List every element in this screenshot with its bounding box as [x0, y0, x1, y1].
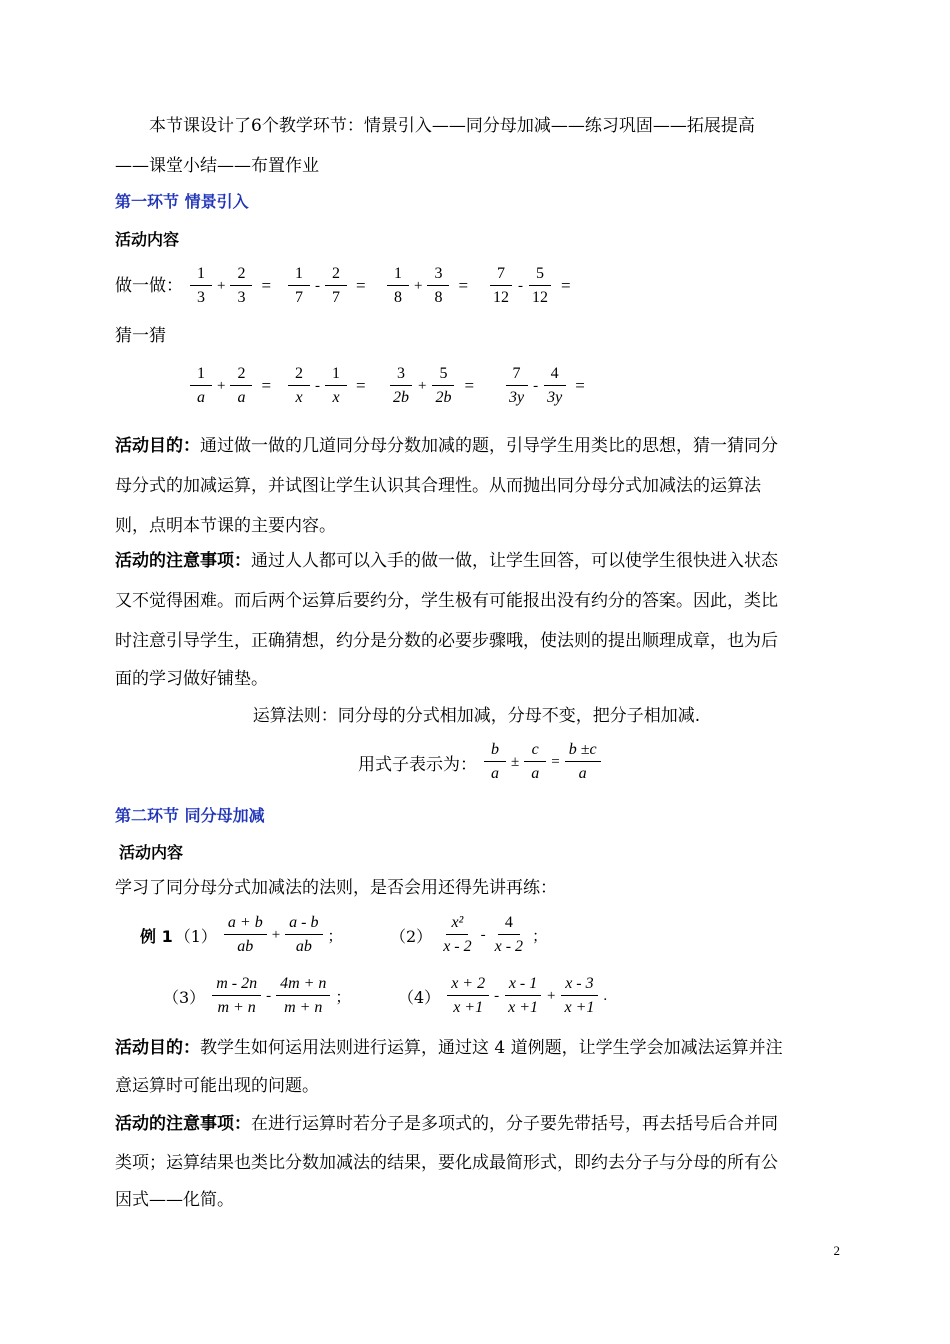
section-1-title: 第一环节 情景引入 [115, 192, 249, 211]
page-number: 2 [833, 1243, 840, 1258]
guess-expression-2: $\frac{2}{x}$ - $\frac{1}{x}$ = [285, 366, 366, 406]
do-expression-2: $\frac{1}{7}$ - $\frac{2}{7}$ = [285, 266, 366, 306]
s2-goal-label: 活动目的： [115, 1038, 200, 1058]
section-1-activity-label: 活动内容 [115, 230, 180, 249]
example-1-part-2: （2） $\frac{\text{x²}}{x - 2}$ - $\frac{4}{x - 2}$ ； [390, 914, 548, 955]
section-2-intro: 学习了同分母分式加减法的法则，是否会用还得先讲再练： [115, 878, 557, 898]
example-1-part-4: （4） $\frac{x + 2}{x +1}$ - $\frac{x - 1}{x +1}$ + $\frac{x - 3}{x +1}$ . [398, 975, 608, 1016]
formula-label: 用式子表示为： [358, 754, 477, 775]
s1-goal-line-1 [115, 426, 838, 466]
s1-note-text-1: 通过人人都可以入手的做一做，让学生回答，可以使学生很快进入状态 [251, 551, 778, 571]
s2-note-text-1: 在进行运算时若分子是多项式的，分子要先带括号，再去括号后合并同 [251, 1114, 778, 1134]
guess-expression-3: $\frac{3}{2b}$ + $\frac{5}{2b}$ = [386, 366, 474, 406]
guess-expression-1: $\frac{1}{a}$ + $\frac{2}{a}$ = [187, 366, 271, 406]
s2-note-line-1 [115, 1104, 838, 1144]
intro-line-1: 本节课设计了6个教学环节：情景引入——同分母加减——练习巩固——拓展提高 [149, 116, 755, 136]
do-expression-1: $\frac{1}{3}$ + $\frac{2}{3}$ = [187, 266, 271, 306]
do-expression-4: $\frac{7}{12}$ - $\frac{5}{12}$ = [486, 266, 571, 306]
intro-line-2: ——课堂小结——布置作业 [115, 156, 319, 176]
s1-goal-line-2: 母分式的加减运算，并试图让学生认识其合理性。从而抛出同分母分式加减法的运算法 [115, 476, 761, 496]
s1-goal-line-3: 则，点明本节课的主要内容。 [115, 516, 336, 536]
s1-note-line-1 [115, 541, 838, 581]
do-expression-3: $\frac{1}{8}$ + $\frac{3}{8}$ = [384, 266, 468, 306]
section-2-activity-label: 活动内容 [119, 843, 184, 862]
example-label: 例 1 [140, 926, 173, 946]
s2-goal-text-1: 教学生如何运用法则进行运算，通过这 4 道例题，让学生学会加减法运算并注 [200, 1038, 783, 1058]
do-label: 做一做： [115, 276, 183, 296]
guess-label: 猜一猜 [115, 326, 166, 346]
s1-goal-label: 活动目的： [115, 436, 200, 456]
s2-goal-line-1 [115, 1028, 838, 1068]
rule-formula: 用式子表示为： $\frac{b}{a}$ ± $\frac{c}{a}$ = $\frac{b \pm c}{a}$ [358, 742, 604, 782]
section-2-title: 第二环节 同分母加减 [115, 806, 265, 825]
s1-note-line-4: 面的学习做好铺垫。 [115, 669, 268, 689]
s1-goal-text-1: 通过做一做的几道同分母分数加减的题，引导学生用类比的思想，猜一猜同分 [200, 436, 778, 456]
s2-note-line-3: 因式——化简。 [115, 1190, 234, 1210]
guess-expression-4: $\frac{7}{3y}$ - $\frac{4}{3y}$ = [502, 366, 585, 406]
s1-note-line-2: 又不觉得困难。而后两个运算后要约分，学生极有可能报出没有约分的答案。因此，类比 [115, 591, 778, 611]
operation-rule: 运算法则：同分母的分式相加减，分母不变，把分子相加减. [252, 706, 701, 726]
example-1-part-3: （3） $\frac{m - 2n}{m + n}$ - $\frac{4m + n}{m + n}$ ； [163, 975, 351, 1016]
s2-goal-line-2: 意运算时可能出现的问题。 [115, 1076, 319, 1096]
s1-note-line-3: 时注意引导学生，正确猜想，约分是分数的必要步骤哦，使法则的提出顺理成章，也为后 [115, 631, 778, 651]
example-1-part-1: 例 1 （1） $\frac{a + b}{ab}$ + $\frac{a - b}{ab}$ ； [140, 914, 343, 955]
s2-note-label: 活动的注意事项： [115, 1114, 251, 1134]
s1-note-label: 活动的注意事项： [115, 551, 251, 571]
s2-note-line-2: 类项；运算结果也类比分数加减法的结果，要化成最简形式，即约去分子与分母的所有公 [115, 1153, 778, 1173]
